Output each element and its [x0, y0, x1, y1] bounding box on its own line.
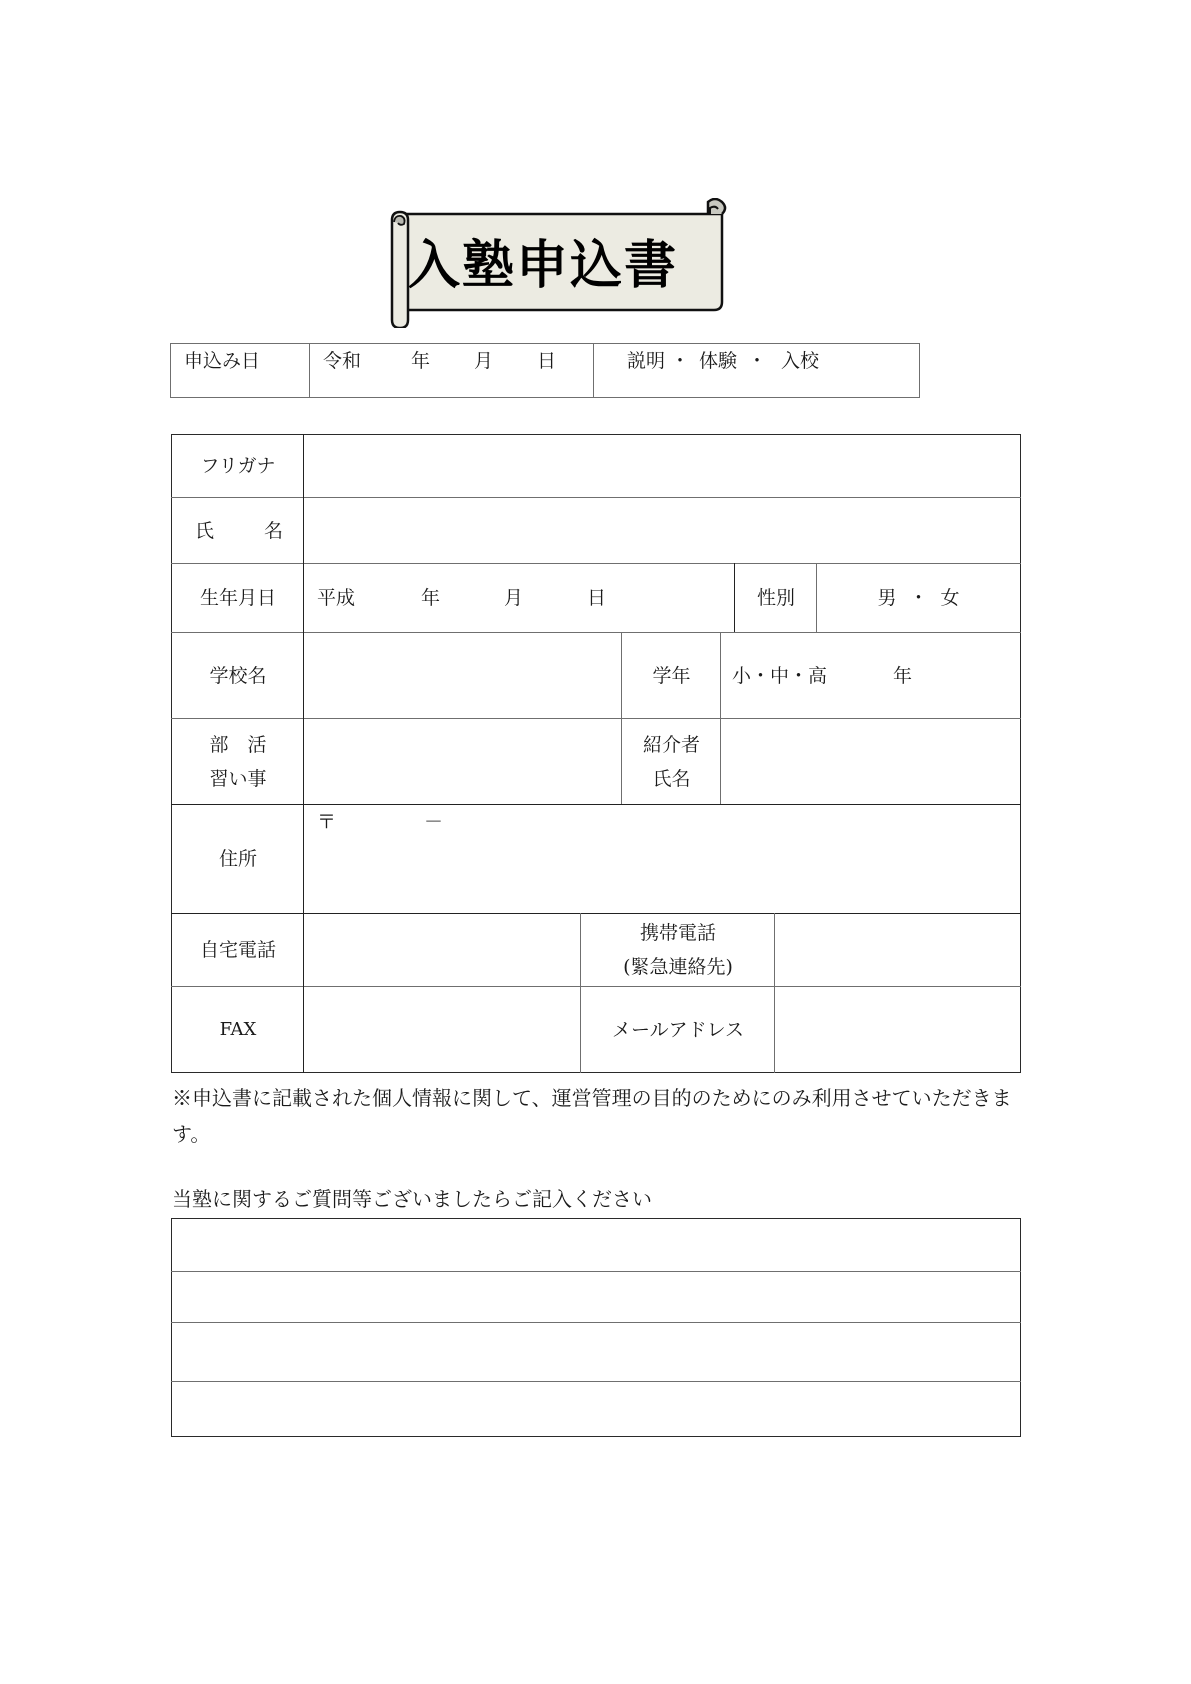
question-line-2[interactable] [173, 1273, 1019, 1322]
gender-label: 性別 [756, 587, 795, 609]
furigana-input[interactable] [305, 435, 1019, 497]
address-label: 住所 [218, 848, 257, 870]
purpose-option-enroll[interactable]: 入校 [781, 350, 820, 372]
referrer-label-line: 氏名 [652, 767, 691, 790]
application-date-field[interactable] [311, 344, 593, 378]
divider [580, 913, 581, 1073]
ruled-line [171, 1322, 1021, 1323]
club-label-line: 部 活 [209, 733, 267, 756]
grade-unit: 年 [893, 664, 913, 687]
separator: ・ [670, 350, 690, 372]
home-phone-input[interactable] [305, 914, 580, 986]
school-input[interactable] [305, 633, 621, 718]
era-label: 令和 [323, 350, 362, 372]
month-unit: 月 [474, 350, 494, 372]
page-title: 入塾申込書 [408, 236, 679, 296]
purpose-option-trial[interactable]: 体験 [699, 350, 738, 372]
name-label [173, 498, 303, 563]
year-unit: 年 [421, 587, 441, 609]
club-input[interactable] [305, 719, 621, 804]
birth-era: 平成 [317, 587, 356, 609]
birthdate-label: 生年月日 [199, 587, 276, 609]
title-banner [388, 198, 730, 328]
name-input[interactable] [305, 498, 1019, 563]
divider [593, 343, 594, 398]
name-label-part: 名 [263, 519, 283, 542]
separator: ・ [908, 587, 928, 609]
furigana-label: フリガナ [200, 455, 276, 477]
question-line-1[interactable] [173, 1220, 1019, 1271]
referrer-label [623, 719, 720, 804]
ruled-line [171, 1271, 1021, 1272]
day-unit: 日 [537, 350, 557, 372]
ruled-line [171, 1381, 1021, 1382]
gender-option-male[interactable]: 男 [877, 587, 897, 609]
divider [734, 563, 735, 632]
questions-label: 当塾に関するご質問等ございましたらご記入ください [172, 1187, 652, 1211]
divider [309, 343, 310, 398]
referrer-label-line: 紹介者 [642, 733, 700, 756]
address-input[interactable] [305, 805, 1019, 913]
divider [774, 913, 775, 1073]
divider [720, 632, 721, 804]
grade-options: 小・中・高 [732, 664, 828, 687]
club-label [173, 719, 303, 804]
gender-option-female[interactable]: 女 [940, 587, 960, 609]
club-label-line: 習い事 [209, 767, 267, 790]
question-line-4[interactable] [173, 1383, 1019, 1435]
separator: ・ [747, 350, 767, 372]
home-phone-label: 自宅電話 [199, 939, 276, 961]
mobile-label-line: 携帯電話 [639, 922, 716, 944]
postal-mark: 〒 [317, 811, 337, 833]
application-date-label: 申込み日 [184, 350, 261, 372]
mobile-phone-input[interactable] [776, 914, 1019, 986]
year-unit: 年 [411, 350, 431, 372]
email-input[interactable] [776, 987, 1019, 1072]
gender-options [818, 564, 1019, 632]
day-unit: 日 [587, 587, 607, 609]
grade-field[interactable] [722, 633, 1019, 718]
email-label: メールアドレス [611, 1018, 745, 1041]
question-line-3[interactable] [173, 1324, 1019, 1381]
name-label-part: 氏 [195, 519, 215, 542]
month-unit: 月 [504, 587, 524, 609]
postal-dash: － [424, 811, 444, 833]
divider [816, 563, 817, 632]
mobile-phone-label [582, 914, 774, 986]
divider [621, 632, 622, 804]
label-column-divider [303, 434, 304, 1073]
fax-label: FAX [219, 1018, 257, 1040]
grade-label: 学年 [652, 664, 691, 687]
fax-input[interactable] [305, 987, 580, 1072]
school-label: 学校名 [209, 664, 267, 687]
privacy-note: ※申込書に記載された個人情報に関して、運営管理の目的のためにのみ利用させていただきます。 [172, 1086, 1012, 1146]
purpose-option-explanation[interactable]: 説明 [627, 350, 666, 372]
purpose-options [595, 344, 895, 378]
birthdate-field[interactable] [305, 564, 734, 632]
mobile-label-line: (緊急連絡先) [623, 956, 733, 978]
referrer-input[interactable] [722, 719, 1019, 804]
